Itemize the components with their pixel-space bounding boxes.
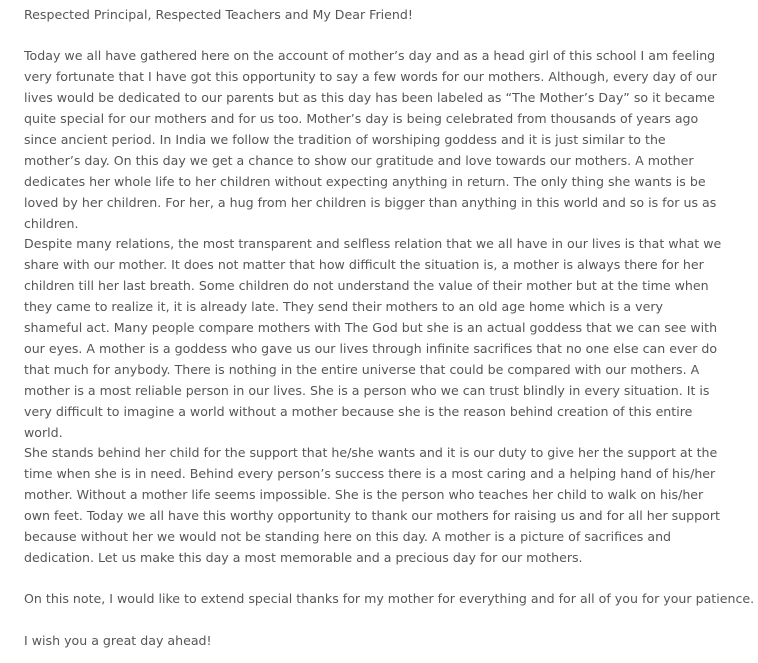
paragraph-relation: Despite many relations, the most transparent and selfless relation that we all have in our lives is that what we share with our mother. It does not matter that how difficult the situation is, a mother is always there for her children till her last breath. Some children do not understand the value of their mother but at the time when they came to realize it, it is already late. They send their mothers to an old age home which is a very shameful act. Many people compare mothers with The God but she is an actual goddess that we can see with our eyes. A mother is a goddess who gave us our lives through infinite sacrifices that no one else can ever do that much for anybody. There is nothing in the entire universe that could be compared with our mothers. A mother is a most reliable person in our lives. She is a person who we can trust blindly in every situation. It is very difficult to imagine a world without a mother because she is the reason behind creation of this entire world. — [24, 236, 722, 440]
salutation: Respected Principal, Respected Teachers and My Dear Friend! — [24, 7, 413, 22]
paragraph-thanks: On this note, I would like to extend special thanks for my mother for everything and for all of you for your patience. — [24, 591, 755, 606]
paragraph-intro: Today we all have gathered here on the account of mother’s day and as a head girl of this school I am feeling very fortunate that I have got this opportunity to say a few words for our mothers. Although, every day of our lives would be dedicated to our parents but as this day has been labeled as “The Mother’s Day” so it became quite special for our mothers and for us too. Mother’s day is being celebrated from thousands of years ago since ancient period. In India we follow the tradition of worshiping goddess and it is just similar to the mother’s day. On this day we get a chance to show our gratitude and love towards our mothers. A mother dedicates her whole life to her children without expecting anything in return. The only thing she wants is be loved by her children. For her, a hug from her children is bigger than anything in this world and so is for us as children. — [24, 48, 717, 231]
paragraph-support: She stands behind her child for the support that he/she wants and it is our duty to give her the support at the time when she is in need. Behind every person’s success there is a most caring and a helping hand of his/her mother. Without a mother life seems impossible. She is the person who teaches her child to walk on his/her own feet. Today we all have this worthy opportunity to thank our mothers for raising us and for all her support because without her we would not be standing here on this day. A mother is a picture of sacrifices and dedication. Let us make this day a most memorable and a precious day for our mothers. — [24, 445, 720, 565]
paragraph-closing: I wish you a great day ahead! — [24, 633, 212, 648]
